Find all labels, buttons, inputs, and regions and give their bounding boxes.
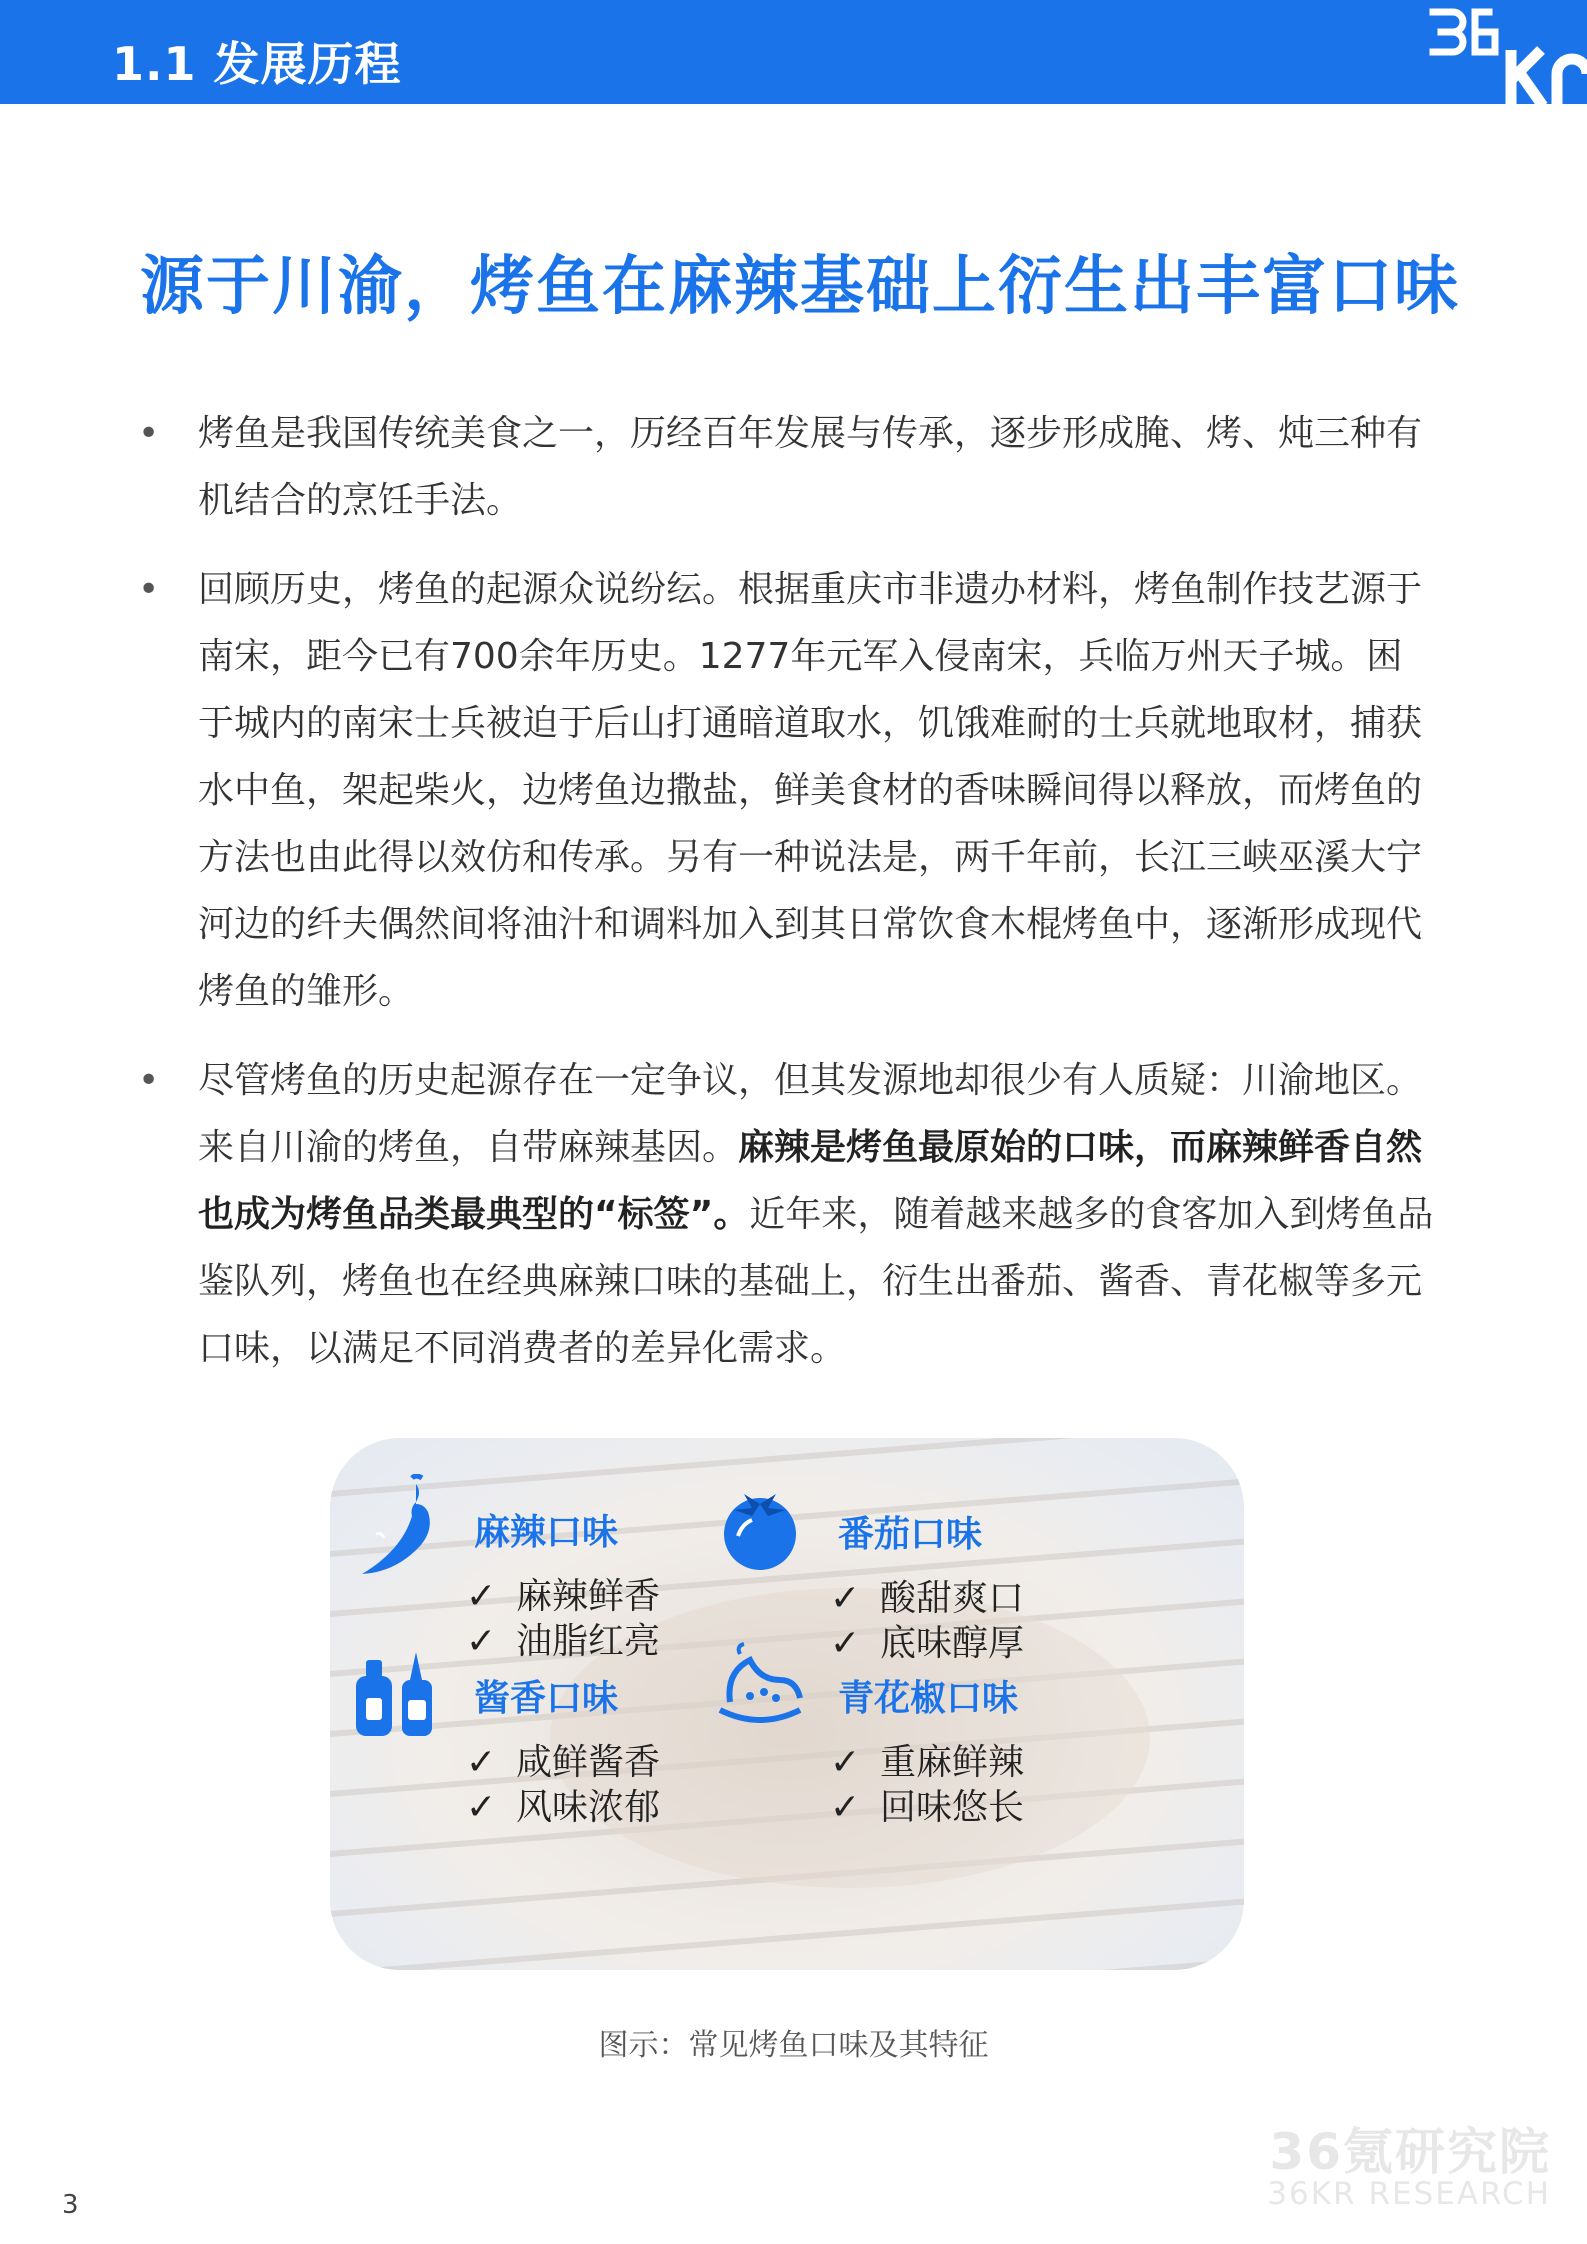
check-icon: ✓ xyxy=(466,1621,497,1662)
36kr-logo xyxy=(1387,0,1587,108)
feature-text: 油脂红亮 xyxy=(516,1621,661,1662)
flavor-features xyxy=(830,1576,1024,1666)
check-icon: ✓ xyxy=(830,1623,861,1664)
flavor-name: 酱香口味 xyxy=(474,1678,619,1719)
check-icon: ✓ xyxy=(830,1742,861,1783)
bullet-item xyxy=(138,400,1438,534)
watermark-en: 36KR RESEARCH xyxy=(1267,2176,1551,2212)
bullet-text-part: 近年来，随着越来越多的食客加入到烤鱼品鉴队列，烤鱼也在经典麻辣口味的基础上，衍生出番茄、酱香、青花椒等多元口味，以满足不同消费者的差异化需求。 xyxy=(198,1194,1434,1369)
flavor-features xyxy=(830,1740,1024,1830)
feature-text: 咸鲜酱香 xyxy=(516,1742,661,1783)
feature-text: 酸甜爽口 xyxy=(880,1578,1025,1619)
flavor-features xyxy=(466,1574,660,1664)
feature-text: 回味悠长 xyxy=(880,1787,1025,1828)
flavor-feature xyxy=(466,1740,660,1785)
feature-text: 底味醇厚 xyxy=(880,1623,1025,1664)
feature-text: 重麻鲜辣 xyxy=(880,1742,1025,1783)
page-number: 3 xyxy=(62,2190,79,2220)
flavor-feature xyxy=(830,1621,1024,1666)
section-title: 1.1 发展历程 xyxy=(112,37,402,91)
flavor-name: 番茄口味 xyxy=(838,1514,983,1555)
check-icon: ✓ xyxy=(466,1742,497,1783)
flavor-feature xyxy=(466,1785,660,1830)
flavor-feature xyxy=(830,1740,1024,1785)
flavor-feature xyxy=(466,1574,660,1619)
bullet-item xyxy=(138,1047,1438,1382)
check-icon: ✓ xyxy=(466,1576,497,1617)
bullet-list xyxy=(138,400,1438,1404)
flavor-name: 青花椒口味 xyxy=(838,1678,1019,1719)
figure-caption: 图示：常见烤鱼口味及其特征 xyxy=(598,2028,989,2063)
feature-text: 麻辣鲜香 xyxy=(516,1576,661,1617)
check-icon: ✓ xyxy=(830,1578,861,1619)
chili-pepper-icon xyxy=(346,1474,446,1574)
flavor-feature xyxy=(466,1619,660,1664)
bullet-dot: • xyxy=(138,569,160,610)
bullet-text: 烤鱼是我国传统美食之一，历经百年发展与传承，逐步形成腌、烤、炖三种有机结合的烹饪手法。 xyxy=(198,413,1423,521)
tomato-icon xyxy=(710,1476,810,1576)
page-heading: 源于川渝，烤鱼在麻辣基础上衍生出丰富口味 xyxy=(140,250,1460,324)
sauce-bottles-icon xyxy=(346,1640,446,1740)
watermark-cn: 36氪研究院 xyxy=(1269,2123,1551,2181)
bullet-item xyxy=(138,556,1438,1025)
header-bar xyxy=(0,0,1587,104)
sichuan-pepper-dish-icon xyxy=(710,1640,810,1740)
bullet-text: 回顾历史，烤鱼的起源众说纷纭。根据重庆市非遗办材料，烤鱼制作技艺源于南宋，距今已有700余年历史。1277年元军入侵南宋，兵临万州天子城。困于城内的南宋士兵被迫于后山打通暗道取水，饥饿难耐的士兵就地取材，捕获水中鱼，架起柴火，边烤鱼边撒盐，鲜美食材的香味瞬间得以释放，而烤鱼的方法也由此得以效仿和传承。另有一种说法是，两千年前，长江三峡巫溪大宁河边的纤夫偶然间将油汁和调料加入到其日常饮食木棍烤鱼中，逐渐形成现代烤鱼的雏形。 xyxy=(198,569,1423,1012)
bullet-text-emphasis: 麻辣是烤鱼最原始的口味，而麻辣鲜香自然也成为烤鱼品类最典型的“标签”。 xyxy=(198,1127,1423,1235)
flavor-features xyxy=(466,1740,660,1830)
bullet-text xyxy=(198,1047,1438,1382)
flavor-figure xyxy=(330,1438,1244,1970)
flavor-feature xyxy=(830,1785,1024,1830)
bullet-text-part: 尽管烤鱼的历史起源存在一定争议，但其发源地却很少有人质疑：川渝地区。来自川渝的烤鱼，自带麻辣基因。 xyxy=(198,1060,1423,1168)
check-icon: ✓ xyxy=(466,1787,497,1828)
bullet-dot: • xyxy=(138,1060,160,1101)
feature-text: 风味浓郁 xyxy=(516,1787,661,1828)
check-icon: ✓ xyxy=(830,1787,861,1828)
flavor-name: 麻辣口味 xyxy=(474,1512,619,1553)
flavor-feature xyxy=(830,1576,1024,1621)
bullet-dot: • xyxy=(138,413,160,454)
